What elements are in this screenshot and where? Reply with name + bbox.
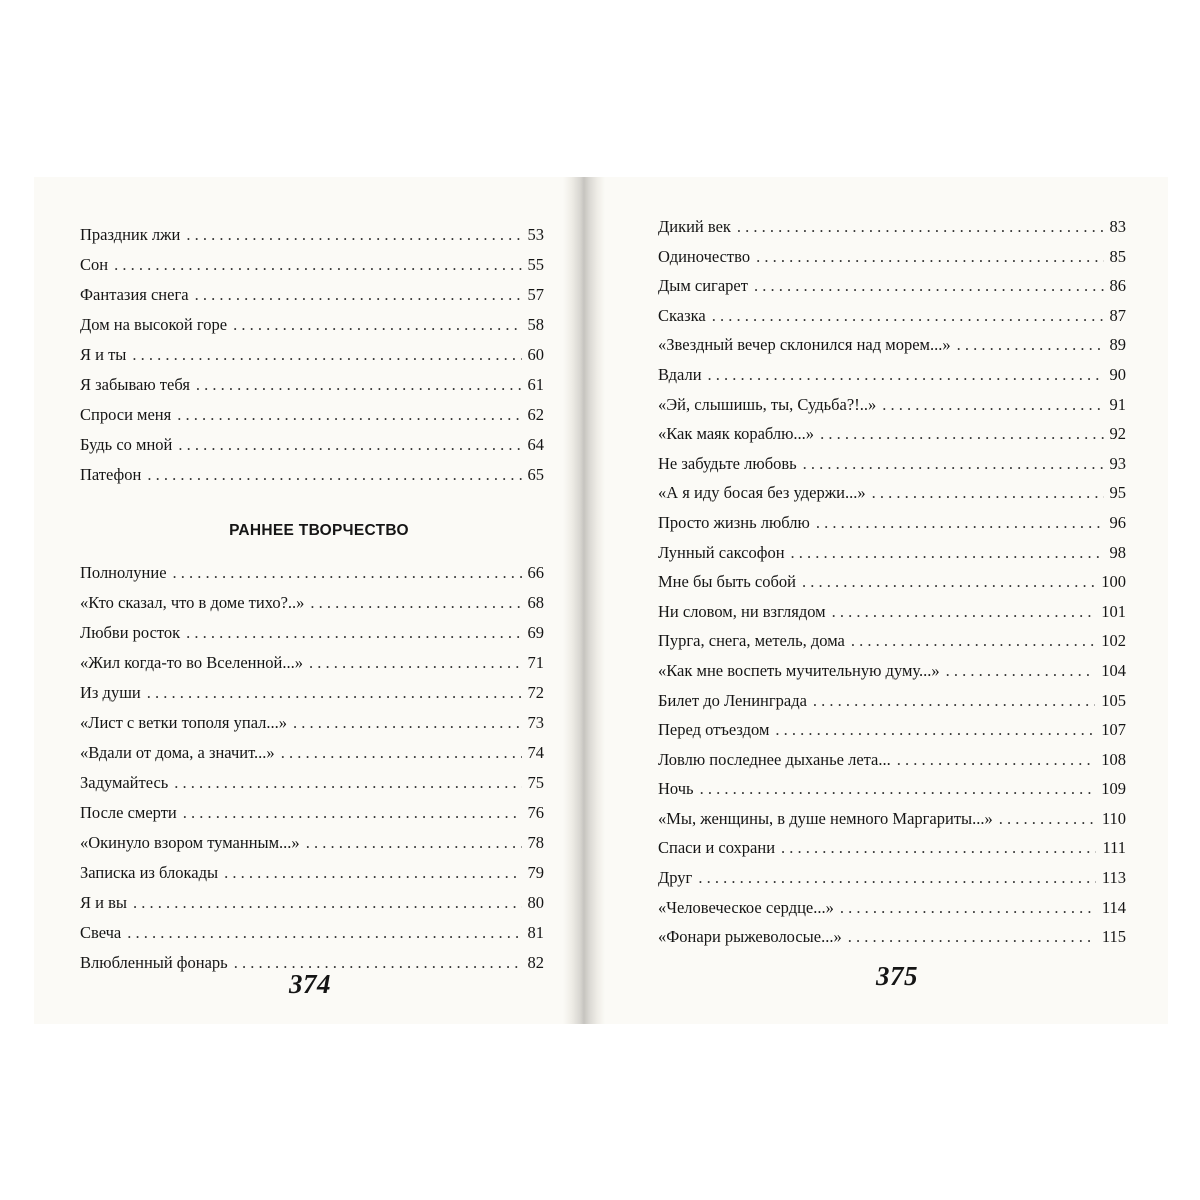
toc-entry — [658, 833, 1126, 863]
toc-entry-title: Друг — [658, 868, 693, 888]
toc-entry — [658, 893, 1126, 923]
toc-entry — [658, 478, 1126, 508]
toc-entry — [658, 804, 1126, 834]
toc-entry-title: Не забудьте любовь — [658, 453, 797, 473]
toc-entry — [658, 538, 1126, 568]
toc-leader-dots — [127, 918, 521, 948]
toc-leader-dots — [802, 567, 1095, 597]
right-page-toc — [658, 212, 1126, 952]
toc-entry-title: «Жил когда-то во Вселенной...» — [80, 653, 304, 672]
toc-entry-page: 91 — [1109, 394, 1126, 414]
toc-entry-title: «Вдали от дома, а значит...» — [80, 743, 275, 762]
book-gutter — [563, 177, 605, 1024]
toc-entry-title: Влюбленный фонарь — [80, 953, 228, 972]
toc-entry-page: 113 — [1101, 868, 1126, 888]
toc-entry-page: 79 — [527, 863, 544, 882]
toc-leader-dots — [147, 678, 522, 708]
toc-entry — [80, 708, 544, 738]
toc-entry-page: 62 — [527, 405, 544, 424]
toc-leader-dots — [234, 948, 522, 978]
toc-entry — [80, 340, 544, 370]
toc-leader-dots — [700, 774, 1096, 804]
toc-leader-dots — [872, 478, 1104, 508]
toc-entry-page: 107 — [1101, 720, 1126, 740]
toc-leader-dots — [897, 745, 1096, 775]
toc-entry-title: Перед отъездом — [658, 720, 770, 740]
toc-entry-title: Праздник лжи — [80, 225, 181, 244]
toc-entry-title: «Человеческое сердце...» — [658, 897, 834, 917]
toc-leader-dots — [848, 922, 1096, 952]
toc-entry-title: Свеча — [80, 923, 122, 942]
toc-leader-dots — [781, 833, 1096, 863]
toc-entry-page: 90 — [1109, 364, 1126, 384]
toc-entry-page: 100 — [1101, 572, 1126, 592]
toc-leader-dots — [737, 212, 1104, 242]
toc-entry-page: 83 — [1109, 217, 1126, 236]
toc-entry — [80, 460, 544, 490]
toc-entry-title: Ни словом, ни взглядом — [658, 601, 826, 621]
section-title: РАННЕЕ ТВОРЧЕСТВО — [229, 522, 409, 539]
toc-entry — [658, 508, 1126, 538]
toc-entry-page: 87 — [1109, 305, 1126, 325]
toc-entry-page: 89 — [1109, 335, 1126, 355]
toc-entry — [658, 567, 1126, 597]
toc-entry-title: Мне бы быть собой — [658, 572, 796, 592]
toc-entry-title: Фантазия снега — [80, 285, 189, 304]
toc-entry-title: «Эй, слышишь, ты, Судьба?!..» — [658, 394, 877, 414]
toc-entry-title: Любви росток — [80, 623, 181, 642]
toc-leader-dots — [775, 715, 1095, 745]
toc-entry-title: Записка из блокады — [80, 863, 219, 882]
toc-leader-dots — [999, 804, 1096, 834]
toc-entry — [658, 301, 1126, 331]
toc-entry-page: 71 — [527, 653, 544, 672]
toc-leader-dots — [957, 330, 1104, 360]
toc-entry-page: 110 — [1101, 808, 1126, 828]
toc-entry — [658, 390, 1126, 420]
toc-entry-title: «Звездный вечер склонился над морем...» — [658, 335, 951, 355]
toc-entry — [658, 863, 1126, 893]
toc-leader-dots — [174, 768, 521, 798]
toc-entry — [658, 212, 1126, 242]
toc-entry-page: 66 — [527, 563, 544, 582]
toc-leader-dots — [803, 449, 1104, 479]
toc-entry — [80, 588, 544, 618]
toc-entry-page: 101 — [1101, 601, 1126, 621]
toc-entry — [658, 922, 1126, 952]
toc-leader-dots — [310, 588, 521, 618]
toc-leader-dots — [791, 538, 1104, 568]
toc-entry-page: 73 — [527, 713, 544, 732]
toc-leader-dots — [224, 858, 521, 888]
toc-entry-page: 93 — [1109, 453, 1126, 473]
toc-entry-title: Сон — [80, 255, 109, 274]
toc-entry-title: Ловлю последнее дыханье лета... — [658, 749, 891, 769]
toc-entry-title: Полнолуние — [80, 563, 167, 582]
toc-entry — [658, 360, 1126, 390]
toc-entry-title: Дом на высокой горе — [80, 315, 228, 334]
toc-leader-dots — [309, 648, 521, 678]
toc-entry-page: 102 — [1101, 631, 1126, 651]
toc-entry-page: 92 — [1109, 424, 1126, 444]
toc-entry — [658, 242, 1126, 272]
toc-leader-dots — [173, 558, 522, 588]
toc-entry-page: 60 — [527, 345, 544, 364]
toc-entry — [658, 419, 1126, 449]
toc-entry-title: «Как маяк кораблю...» — [658, 424, 815, 444]
toc-leader-dots — [183, 798, 522, 828]
left-page-toc — [80, 220, 544, 978]
toc-entry-title: «Мы, женщины, в душе немного Маргариты...» — [658, 808, 993, 828]
toc-leader-dots — [281, 738, 522, 768]
toc-entry-page: 86 — [1109, 276, 1126, 296]
toc-leader-dots — [114, 250, 521, 280]
toc-entry — [658, 686, 1126, 716]
toc-entry-title: «Фонари рыжеволосые...» — [658, 927, 842, 947]
toc-leader-dots — [820, 419, 1103, 449]
toc-leader-dots — [306, 828, 522, 858]
toc-leader-dots — [195, 280, 522, 310]
toc-entry-title: Я и вы — [80, 893, 127, 912]
toc-entry-title: Задумайтесь — [80, 773, 169, 792]
toc-entry — [658, 715, 1126, 745]
toc-entry-page: 55 — [527, 255, 544, 274]
toc-entry — [80, 768, 544, 798]
toc-entry-title: «Окинуло взором туманным...» — [80, 833, 300, 852]
toc-entry-title: Из души — [80, 683, 141, 702]
toc-entry-title: Пурга, снега, метель, дома — [658, 631, 845, 651]
toc-entry — [658, 745, 1126, 775]
toc-entry — [658, 330, 1126, 360]
toc-entry-page: 111 — [1102, 838, 1126, 858]
toc-list-right — [658, 212, 1126, 952]
toc-entry — [80, 648, 544, 678]
toc-entry — [658, 449, 1126, 479]
toc-entry-page: 65 — [527, 465, 544, 484]
toc-leader-dots — [946, 656, 1096, 686]
toc-entry-title: «Как мне воспеть мучительную думу...» — [658, 660, 940, 680]
toc-entry-page: 109 — [1101, 779, 1126, 799]
toc-entry-page: 105 — [1101, 690, 1126, 710]
toc-entry-title: Патефон — [80, 465, 142, 484]
toc-entry-title: «А я иду босая без удержи...» — [658, 483, 866, 503]
toc-leader-dots — [840, 893, 1096, 923]
toc-entry-page: 82 — [527, 953, 544, 972]
toc-list-section — [80, 558, 544, 978]
toc-entry — [80, 220, 544, 250]
toc-leader-dots — [178, 430, 521, 460]
toc-leader-dots — [177, 400, 521, 430]
toc-entry-title: «Лист с ветки тополя упал...» — [80, 713, 288, 732]
toc-entry-title: Дым сигарет — [658, 276, 748, 296]
toc-leader-dots — [708, 360, 1104, 390]
toc-leader-dots — [186, 220, 521, 250]
toc-entry-title: Вдали — [658, 364, 702, 384]
toc-leader-dots — [698, 863, 1096, 893]
toc-leader-dots — [754, 271, 1104, 301]
toc-entry — [658, 597, 1126, 627]
toc-entry-page: 108 — [1101, 749, 1126, 769]
toc-entry-page: 64 — [527, 435, 544, 454]
toc-entry-page: 80 — [527, 893, 544, 912]
toc-entry — [80, 250, 544, 280]
toc-leader-dots — [133, 888, 522, 918]
page-number-right: 375 — [876, 961, 918, 991]
toc-entry — [80, 918, 544, 948]
toc-entry — [80, 798, 544, 828]
toc-leader-dots — [756, 242, 1103, 272]
toc-leader-dots — [816, 508, 1104, 538]
toc-entry — [658, 774, 1126, 804]
toc-entry — [80, 678, 544, 708]
toc-entry-page: 85 — [1109, 246, 1126, 266]
toc-entry-page: 81 — [527, 923, 544, 942]
toc-entry-page: 58 — [527, 315, 544, 334]
toc-entry-title: Будь со мной — [80, 435, 173, 454]
toc-entry-page: 76 — [527, 803, 544, 822]
toc-entry-page: 75 — [527, 773, 544, 792]
toc-entry-page: 96 — [1109, 512, 1126, 532]
toc-leader-dots — [186, 618, 521, 648]
toc-leader-dots — [832, 597, 1096, 627]
toc-entry-page: 72 — [527, 683, 544, 702]
toc-entry-page: 68 — [527, 593, 544, 612]
toc-leader-dots — [147, 460, 521, 490]
toc-leader-dots — [813, 686, 1095, 716]
toc-leader-dots — [712, 301, 1104, 331]
toc-entry-title: Лунный саксофон — [658, 542, 785, 562]
toc-entry-page: 61 — [527, 375, 544, 394]
toc-entry — [80, 558, 544, 588]
toc-entry-title: Я забываю тебя — [80, 375, 190, 394]
toc-entry — [80, 310, 544, 340]
toc-entry — [80, 430, 544, 460]
toc-entry-title: Я и ты — [80, 345, 127, 364]
toc-entry-page: 95 — [1109, 483, 1126, 503]
toc-entry-title: «Кто сказал, что в доме тихо?..» — [80, 593, 305, 612]
toc-entry-page: 74 — [527, 743, 544, 762]
toc-entry — [80, 400, 544, 430]
toc-entry-title: Билет до Ленинграда — [658, 690, 807, 710]
toc-entry-title: После смерти — [80, 803, 177, 822]
toc-entry — [658, 626, 1126, 656]
toc-entry-page: 114 — [1101, 897, 1126, 917]
toc-leader-dots — [293, 708, 521, 738]
toc-entry — [658, 656, 1126, 686]
toc-entry — [80, 618, 544, 648]
toc-leader-dots — [851, 626, 1095, 656]
toc-entry — [80, 828, 544, 858]
toc-entry-title: Одиночество — [658, 246, 751, 266]
toc-entry-page: 69 — [527, 623, 544, 642]
toc-entry-page: 104 — [1101, 660, 1126, 680]
toc-leader-dots — [196, 370, 522, 400]
toc-entry-title: Спроси меня — [80, 405, 172, 424]
toc-entry — [80, 280, 544, 310]
toc-entry-page: 57 — [527, 285, 544, 304]
toc-leader-dots — [132, 340, 521, 370]
toc-entry — [80, 738, 544, 768]
toc-entry-page: 78 — [527, 833, 544, 852]
toc-entry-title: Спаси и сохрани — [658, 838, 776, 858]
toc-entry-page: 98 — [1109, 542, 1126, 562]
page-number-left: 374 — [289, 969, 331, 999]
toc-leader-dots — [882, 390, 1103, 420]
toc-entry-title: Сказка — [658, 305, 706, 325]
toc-entry-title: Просто жизнь люблю — [658, 512, 810, 532]
toc-leader-dots — [233, 310, 521, 340]
toc-entry — [80, 370, 544, 400]
toc-entry-title: Ночь — [658, 779, 694, 799]
toc-entry — [80, 888, 544, 918]
toc-entry-title: Дикий век — [658, 217, 731, 236]
toc-entry-page: 53 — [527, 225, 544, 244]
toc-entry — [658, 271, 1126, 301]
toc-entry — [80, 858, 544, 888]
toc-entry-page: 115 — [1101, 927, 1126, 947]
toc-list-top — [80, 220, 544, 490]
